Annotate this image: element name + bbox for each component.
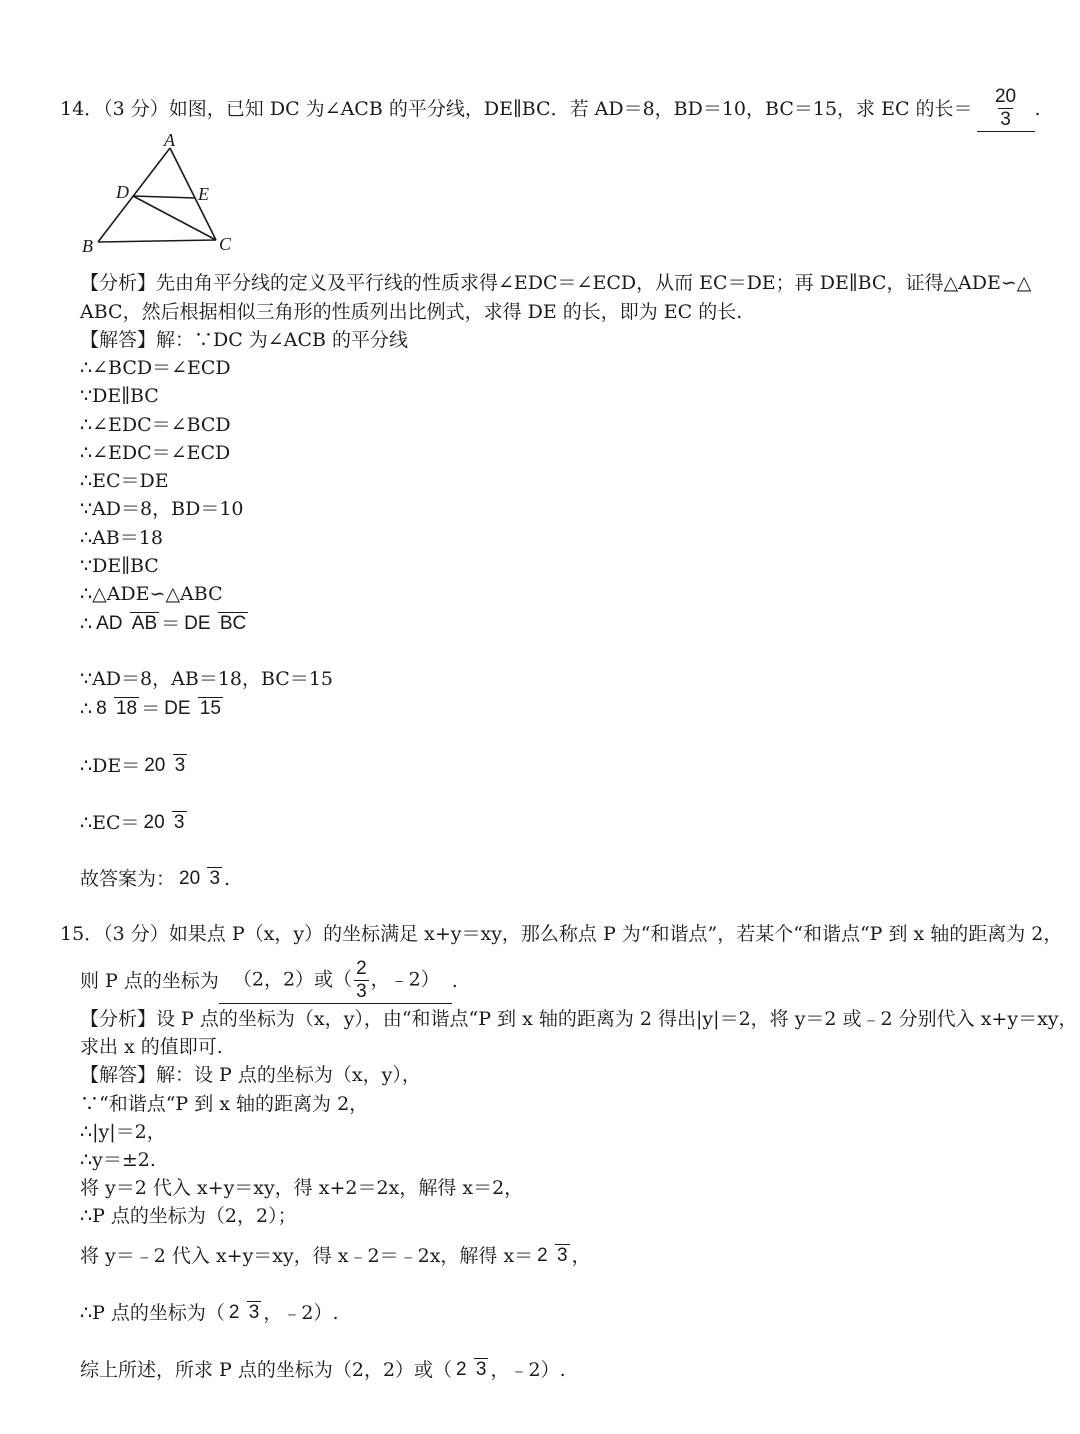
de-den: 3 bbox=[174, 755, 186, 776]
q14-stem-line bbox=[60, 86, 1041, 132]
q14-solution-title: 【解答】解：∵DC 为∠ACB 的平分线 bbox=[80, 329, 408, 351]
q15-analysis-2: 求出 x 的值即可. bbox=[80, 1036, 223, 1058]
ratio1-left-den: AB bbox=[131, 613, 158, 634]
q14-answer-fraction bbox=[993, 86, 1018, 131]
label-c: C bbox=[219, 234, 232, 254]
q14-answer-blank bbox=[977, 86, 1035, 132]
triangle-figure bbox=[78, 132, 248, 257]
q14-ratio-line-2 bbox=[80, 698, 225, 720]
q14-ratio-line-1 bbox=[80, 613, 250, 635]
q14-step: ∵AD＝8，BD＝10 bbox=[80, 498, 244, 520]
de-prefix: ∴DE＝ bbox=[80, 755, 141, 777]
q15-answer-num: 2 bbox=[356, 958, 367, 979]
ratio1-eq: ＝ bbox=[161, 613, 181, 635]
q15-step: 将 y＝2 代入 x+y＝xy，得 x+2＝2x，解得 x＝2， bbox=[80, 1177, 524, 1199]
q14-answer-den: 3 bbox=[1000, 109, 1011, 130]
final-prefix: 故答案为： bbox=[80, 868, 176, 890]
final-den: 3 bbox=[209, 868, 221, 889]
final-num: 20 bbox=[179, 868, 201, 889]
ratio2-right-num: DE bbox=[164, 698, 191, 719]
q14-analysis-1: 【分析】先由角平分线的定义及平行线的性质求得∠EDC＝∠ECD，从而 EC＝DE；再 DE∥BC，证得△ADE∽△ bbox=[80, 272, 1032, 294]
de-num: 20 bbox=[144, 755, 166, 776]
ratio2-eq: ＝ bbox=[141, 698, 161, 720]
ratio1-right-num: DE bbox=[184, 613, 211, 634]
q14-step: ∴∠BCD＝∠ECD bbox=[80, 357, 231, 379]
side-bc bbox=[98, 240, 216, 242]
ratio1-prefix: ∴ bbox=[80, 613, 93, 635]
ratio2-left-den: 18 bbox=[115, 698, 138, 719]
q15-answer-blank bbox=[219, 958, 452, 1004]
ec-num: 20 bbox=[143, 812, 165, 833]
side-ab bbox=[98, 148, 170, 242]
label-e: E bbox=[198, 184, 209, 204]
q15-step: ∴P 点的坐标为（2，2）； bbox=[80, 1205, 297, 1227]
sum-prefix: 综上所述，所求 P 点的坐标为（2，2）或（ bbox=[80, 1359, 453, 1381]
q14-stem-end: . bbox=[1034, 98, 1041, 120]
side-ac bbox=[170, 148, 216, 240]
neg-num: 2 bbox=[537, 1245, 548, 1266]
q14-ec-line bbox=[80, 812, 189, 834]
q15-step: ∵“和谐点“P 到 x 轴的距离为 2， bbox=[80, 1093, 369, 1115]
q15-stem-2-end: . bbox=[451, 970, 458, 992]
q15-answer-b: ，﹣2） bbox=[370, 968, 440, 991]
q15-solution-title: 【解答】解：设 P 点的坐标为（x，y）， bbox=[80, 1064, 421, 1086]
ratio2-left-num: 8 bbox=[96, 698, 107, 719]
ec-prefix: ∴EC＝ bbox=[80, 812, 140, 834]
q15-summary-line bbox=[80, 1359, 566, 1381]
sum-num: 2 bbox=[456, 1359, 467, 1380]
q14-stem: 14．（3 分）如图，已知 DC 为∠ACB 的平分线，DE∥BC．若 AD＝8，BD＝10，BC＝15，求 EC 的长＝ bbox=[60, 98, 973, 120]
ratio1-right-den: BC bbox=[219, 613, 247, 634]
ratio1-left-num: AD bbox=[96, 613, 123, 634]
label-b: B bbox=[82, 236, 93, 256]
de-fraction bbox=[142, 755, 187, 777]
q15-stem-2-prefix: 则 P 点的坐标为 bbox=[80, 970, 219, 992]
q15-stem-1: 15．（3 分）如果点 P（x，y）的坐标满足 x+y＝xy，那么称点 P 为“和谐点”，若某个“和谐点“P 到 x 轴的距离为 2， bbox=[60, 923, 1063, 945]
q15-p2-line bbox=[80, 1302, 339, 1324]
q14-step: ∴△ADE∽△ABC bbox=[80, 583, 223, 605]
neg-prefix: 将 y＝﹣2 代入 x+y＝xy，得 x﹣2＝﹣2x，解得 x＝ bbox=[80, 1245, 534, 1267]
q15-neg-line bbox=[80, 1245, 591, 1267]
q14-de-line bbox=[80, 755, 189, 777]
q15-step: ∴|y|＝2， bbox=[80, 1121, 166, 1143]
label-d: D bbox=[116, 182, 129, 202]
q14-step: ∵DE∥BC bbox=[80, 385, 159, 407]
q14-step: ∴∠EDC＝∠BCD bbox=[80, 414, 231, 436]
q15-step: ∴y＝±2. bbox=[80, 1149, 156, 1171]
ec-fraction bbox=[142, 812, 187, 834]
q14-step: ∵DE∥BC bbox=[80, 555, 159, 577]
q14-final-answer bbox=[80, 868, 230, 890]
ratio2-left-fraction bbox=[94, 698, 139, 720]
ratio1-left-fraction bbox=[94, 613, 159, 635]
sum-suffix: ，﹣2）. bbox=[490, 1359, 566, 1381]
q15-answer-fraction bbox=[354, 958, 369, 1003]
q14-step: ∴∠EDC＝∠ECD bbox=[80, 442, 231, 464]
q14-analysis-2: ABC，然后根据相似三角形的性质列出比例式，求得 DE 的长，即为 EC 的长. bbox=[80, 301, 743, 323]
ratio2-prefix: ∴ bbox=[80, 698, 93, 720]
sum-den: 3 bbox=[475, 1359, 487, 1380]
neg-den: 3 bbox=[557, 1245, 568, 1266]
neg-fraction bbox=[535, 1245, 569, 1267]
q14-given-2: ∵AD＝8，AB＝18，BC＝15 bbox=[80, 668, 334, 690]
neg-suffix: ， bbox=[571, 1245, 591, 1267]
q15-analysis-1: 【分析】设 P 点的坐标为（x，y），由“和谐点“P 到 x 轴的距离为 2 得出|y|＝2，将 y＝2 或﹣2 分别代入 x+y＝xy， bbox=[80, 1008, 1078, 1030]
p2-fraction bbox=[227, 1302, 261, 1324]
p2-suffix: ，﹣2）. bbox=[263, 1302, 339, 1324]
p2-den: 3 bbox=[248, 1302, 260, 1323]
q15-stem-2 bbox=[80, 958, 458, 1004]
q14-answer-num: 20 bbox=[994, 86, 1017, 107]
ratio2-right-den: 15 bbox=[199, 698, 221, 719]
label-a: A bbox=[164, 132, 175, 150]
p2-prefix: ∴P 点的坐标为（ bbox=[80, 1302, 225, 1324]
q14-step: ∴EC＝DE bbox=[80, 470, 169, 492]
q15-answer-den: 3 bbox=[356, 981, 367, 1002]
ratio1-right-fraction bbox=[182, 613, 248, 635]
q15-answer-a: （2，2）或（ bbox=[232, 968, 353, 991]
ec-den: 3 bbox=[173, 812, 185, 833]
q14-step: ∴AB＝18 bbox=[80, 527, 163, 549]
final-suffix: . bbox=[224, 868, 231, 890]
ratio2-right-fraction bbox=[162, 698, 223, 720]
p2-num: 2 bbox=[228, 1302, 240, 1323]
sum-fraction bbox=[454, 1359, 488, 1381]
segment-de bbox=[133, 196, 195, 198]
final-fraction bbox=[177, 868, 222, 890]
